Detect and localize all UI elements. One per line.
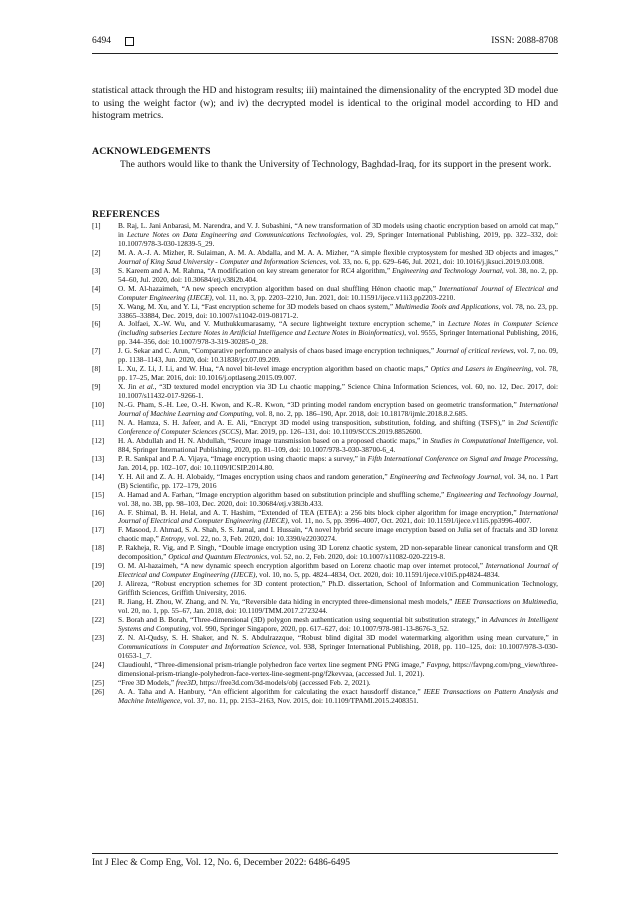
reference-item bbox=[92, 320, 558, 347]
reference-item bbox=[92, 347, 558, 365]
reference-item bbox=[92, 509, 558, 527]
reference-number: [20] bbox=[92, 579, 105, 589]
reference-text: J. Alireza, “Robust encryption schemes for 3D content protection,” Ph.D. dissertation, School of Information and Communication Technology, Griffith Sciences, Griffith University, 2016. bbox=[118, 579, 558, 598]
reference-number: [3] bbox=[92, 265, 101, 275]
reference-source: et al. bbox=[139, 382, 155, 392]
footer-journal-line: Int J Elec & Comp Eng, Vol. 12, No. 6, December 2022: 6486-6495 bbox=[92, 858, 350, 868]
reference-number: [10] bbox=[92, 400, 105, 410]
reference-source: Journal of critical reviews bbox=[435, 346, 514, 356]
reference-number: [4] bbox=[92, 283, 101, 293]
reference-details: , vol. 11, no. 3, pp. 2203–2210, Jun. 2021, doi: 10.11591/ijece.v11i3.pp2203-2210. bbox=[211, 292, 456, 302]
reference-details: , vol. 38, no. 3B, pp. 98–103, Dec. 2020, doi: 10.30684/etj.v38i3b.433. bbox=[118, 489, 558, 508]
reference-number: [12] bbox=[92, 435, 105, 445]
acknowledgements-title: ACKNOWLEDGEMENTS bbox=[92, 146, 211, 157]
footer-rule bbox=[92, 853, 558, 854]
reference-item bbox=[92, 401, 558, 419]
references-list bbox=[92, 222, 558, 705]
reference-details: , vol. 938, Springer International Publishing, 2018, pp. 110–125, doi: 10.1007/978-3-030-01653-1_7. bbox=[118, 641, 558, 660]
reference-text: N. A. Hamza, S. H. Jafeer, and A. E. Ali, “Encrypt 3D model using transposition, substitution, folding, and shifting (TSFS),” in bbox=[118, 417, 517, 427]
reference-text: O. M. Al-hazaimeh, “A new speech encryption algorithm based on dual shuffling Hénon chaotic map,” bbox=[118, 283, 439, 293]
reference-item bbox=[92, 365, 558, 383]
checkbox-square-icon bbox=[125, 37, 134, 46]
reference-source: free3D bbox=[175, 677, 197, 687]
reference-item bbox=[92, 562, 558, 580]
references-title: REFERENCES bbox=[92, 209, 160, 220]
reference-item bbox=[92, 661, 558, 679]
reference-source: Lecture Notes on Data Engineering and Communications Technologies bbox=[126, 229, 346, 239]
reference-source: Studies in Computational Intelligence bbox=[430, 435, 543, 445]
reference-number: [19] bbox=[92, 561, 105, 571]
intro-paragraph: statistical attack through the HD and histogram results; iii) maintained the dimensionality of the encrypted 3D model due to using the weight factor (w); and iv) the decrypted model is identical to the original model according to HD and histogram metrics. bbox=[92, 85, 558, 121]
reference-source: Engineering and Technology Journal bbox=[446, 489, 557, 499]
reference-text: L. Xu, Z. Li, J. Li, and W. Hua, “A novel bit-level image encryption algorithm based on chaotic maps,” bbox=[118, 364, 431, 374]
reference-text: A. Jolfaei, X.-W. Wu, and V. Muthukkumarasamy, “A secure lightweight texture encryption scheme,” in bbox=[118, 319, 448, 329]
reference-source: Entropy bbox=[160, 534, 185, 544]
reference-number: [17] bbox=[92, 525, 105, 535]
reference-details: , vol. 884, Springer International Publishing, 2020, pp. 81–109, doi: 10.1007/978-3-030-38700-6_4. bbox=[118, 435, 558, 454]
reference-item bbox=[92, 634, 558, 661]
reference-text: S. Borah and B. Borah, “Three-dimensional (3D) polygon mesh authentication using sequential bit substitution strategy,” in bbox=[118, 614, 490, 624]
reference-number: [18] bbox=[92, 543, 105, 553]
reference-text: J. G. Sekar and C. Arun, “Comparative performance analysis of chaos based image encryption techniques,” bbox=[118, 346, 436, 356]
reference-source: Engineering and Technology Journal bbox=[392, 265, 502, 275]
reference-details: , vol. 9555, Springer International Publishing, 2016, pp. 344–356, doi: 10.1007/978-3-319-30285-0_28. bbox=[118, 328, 559, 347]
reference-details: , vol. 990, Springer Singapore, 2020, pp. 617–627, doi: 10.1007/978-981-13-8676-3_52. bbox=[188, 623, 449, 633]
reference-text: Y. H. Ail and Z. A. H. Alobaidy, “Images encryption using chaos and random generation,” bbox=[118, 471, 390, 481]
reference-details: , Jan. 2014, pp. 102–107, doi: 10.1109/ICSIP.2014.80. bbox=[118, 453, 558, 472]
reference-source: Communications in Computer and Information Science bbox=[118, 641, 286, 651]
reference-details: , vol. 22, no. 3, Feb. 2020, doi: 10.3390/e22030274. bbox=[184, 534, 337, 544]
reference-item bbox=[92, 437, 558, 455]
reference-text: F. Masood, J. Ahmad, S. A. Shah, S. S. Jamal, and I. Hussain, “A novel hybrid secure image encryption based on Julia set of fractals and 3D lorenz chaotic map,” bbox=[118, 525, 558, 544]
reference-item bbox=[92, 526, 558, 544]
reference-text: P. Rakheja, R. Vig, and P. Singh, “Double image encryption using 3D Lorenz chaotic system, 2D non-separable linear canonical transform and QR decomposition,” bbox=[118, 543, 558, 562]
reference-details: , vol. 20, no. 1, pp. 55–67, Jan. 2018, doi: 10.1109/TMM.2017.2723244. bbox=[118, 597, 558, 615]
reference-text: X. Wang, M. Xu, and Y. Li, “Fast encryption scheme for 3D models based on chaos system,” bbox=[118, 301, 396, 311]
reference-text: B. Raj, L. Jani Anbarasi, M. Narendra, and V. J. Subashini, “A new transformation of 3D models using chaotic encryption based on arnold cat map,” in bbox=[118, 221, 558, 239]
reference-number: [25] bbox=[92, 677, 105, 687]
reference-details: , vol. 34, no. 1 Part (B) Scientific, pp. 172–179, 2016 bbox=[118, 471, 558, 490]
reference-details: , vol. 78, no. 23, pp. 33865–33884, Dec. 2019, doi: 10.1007/s11042-019-08171-2. bbox=[118, 301, 558, 320]
reference-source: Fifth International Conference on Signal and Image Processing bbox=[367, 453, 557, 463]
reference-details: , vol. 7, no. 09, pp. 1138–1143, Jun. 2020, doi: 10.31838/jcr.07.09.209. bbox=[118, 346, 559, 365]
reference-item bbox=[92, 267, 558, 285]
reference-details: , vol. 52, no. 2, Feb. 2020, doi: 10.1007/s11082-020-2219-8. bbox=[267, 552, 446, 562]
issn-label: ISSN: 2088-8708 bbox=[491, 36, 558, 46]
reference-number: [24] bbox=[92, 659, 105, 669]
reference-text: A. A. Taha and A. Hanbury, “An efficient algorithm for calculating the exact hausdorff distance,” bbox=[118, 686, 424, 696]
acknowledgements-text: The authors would like to thank the University of Technology, Baghdad-Iraq, for its support in the present work. bbox=[120, 159, 552, 170]
reference-details: , https://free3d.com/3d-models/obj (accessed Feb. 2, 2021). bbox=[196, 677, 371, 687]
reference-details: , vol. 37, no. 11, pp. 2153–2163, Nov. 2015, doi: 10.1109/TPAMI.2015.2408351. bbox=[180, 695, 419, 705]
reference-text: “Free 3D Models,” bbox=[118, 677, 176, 687]
reference-item bbox=[92, 491, 558, 509]
reference-number: [14] bbox=[92, 471, 105, 481]
reference-source: Multimedia Tools and Applications bbox=[395, 301, 499, 311]
reference-number: [9] bbox=[92, 382, 101, 392]
reference-source: International Journal of Electrical and Computer Engineering (IJECE) bbox=[118, 561, 558, 580]
reference-source: International Journal of Machine Learning and Computing bbox=[118, 400, 558, 419]
reference-details: , vol. 78, pp. 17–25, Mar. 2016, doi: 10.1016/j.optlaseng.2015.09.007. bbox=[118, 364, 558, 383]
reference-item bbox=[92, 473, 558, 491]
reference-text: O. M. Al-hazaimeh, “A new dynamic speech encryption algorithm based on Lorenz chaotic map over internet protocol,” bbox=[118, 561, 486, 571]
reference-item bbox=[92, 616, 558, 634]
reference-source: Optics and Lasers in Engineering bbox=[430, 364, 532, 374]
page-number: 6494 bbox=[92, 36, 111, 46]
reference-number: [7] bbox=[92, 346, 101, 356]
reference-text: Claudiouhl, “Three-dimensional prism-triangle polyhedron face vertex line segment PNG PNG image,” bbox=[118, 659, 427, 669]
reference-item bbox=[92, 580, 558, 598]
reference-number: [13] bbox=[92, 453, 105, 463]
reference-item bbox=[92, 383, 558, 401]
reference-item bbox=[92, 419, 558, 437]
reference-text: X. Jin bbox=[118, 382, 140, 392]
reference-item bbox=[92, 688, 558, 706]
reference-text: H. A. Abdullah and H. N. Abdullah, “Secure image transmission based on a proposed chaotic maps,” in bbox=[118, 435, 431, 445]
reference-details: , vol. 11, no. 5, pp. 3996–4007, Oct. 2021, doi: 10.11591/ijece.v11i5.pp3996-4007. bbox=[287, 516, 532, 526]
reference-text: P. R. Sankpal and P. A. Vijaya, “Image encryption using chaotic maps: a survey,” in bbox=[118, 453, 368, 463]
reference-text: S. Kareem and A. M. Rahma, “A modification on key stream generator for RC4 algorithm,” bbox=[118, 265, 393, 275]
reference-source: International Journal of Electrical and Computer Engineering (IJECE) bbox=[118, 507, 558, 526]
reference-text: R. Jiang, H. Zhou, W. Zhang, and N. Yu, “Reversible data hiding in encrypted three-dimensional mesh models,” bbox=[118, 597, 455, 607]
reference-item bbox=[92, 222, 558, 249]
page-header bbox=[92, 36, 558, 50]
reference-text: Z. N. Al-Qudsy, S. H. Shaker, and N. S. Abdulrazzque, “Robust blind digital 3D model watermarking algorithm using mean curvature,” in bbox=[118, 632, 558, 642]
reference-source: IEEE Transactions on Pattern Analysis and Machine Intelligence bbox=[118, 686, 558, 705]
reference-number: [15] bbox=[92, 489, 105, 499]
reference-item bbox=[92, 249, 558, 267]
reference-details: , vol. 33, no. 6, pp. 629–646, Jul. 2021, doi: 10.1016/j.jksuci.2019.03.008. bbox=[325, 256, 544, 266]
reference-source: Favpng bbox=[426, 659, 449, 669]
reference-details: , Mar. 2019, pp. 126–131, doi: 10.1109/SCCS.2019.8852600. bbox=[241, 426, 423, 436]
reference-item bbox=[92, 598, 558, 616]
reference-source: Optical and Quantum Electronics bbox=[168, 552, 268, 562]
reference-item bbox=[92, 455, 558, 473]
reference-number: [1] bbox=[92, 221, 101, 230]
reference-source: Journal of King Saud University - Computer and Information Sciences bbox=[118, 256, 326, 266]
reference-source: IEEE Transactions on Multimedia bbox=[454, 597, 557, 607]
reference-details: , vol. 8, no. 2, pp. 186–190, Apr. 2018, doi: 10.18178/ijmlc.2018.8.2.685. bbox=[252, 409, 468, 419]
reference-source: Engineering and Technology Journal bbox=[389, 471, 501, 481]
reference-number: [21] bbox=[92, 597, 105, 607]
reference-details: , vol. 38, no. 2, pp. 54–60, Jul. 2020, doi: 10.30684/etj.v38i2b.404. bbox=[118, 265, 558, 284]
reference-source: 2nd Scientific Conference of Computer Sciences (SCCS) bbox=[118, 417, 558, 436]
reference-number: [5] bbox=[92, 301, 101, 311]
reference-number: [23] bbox=[92, 632, 105, 642]
reference-number: [22] bbox=[92, 614, 105, 624]
reference-item bbox=[92, 303, 558, 321]
reference-number: [8] bbox=[92, 364, 101, 374]
reference-item bbox=[92, 285, 558, 303]
reference-item bbox=[92, 544, 558, 562]
reference-details: , vol. 29, Springer International Publishing, 2019, pp. 322–332, doi: 10.1007/978-3-030-12839-5_29. bbox=[118, 229, 558, 248]
reference-details: , vol. 10, no. 5, pp. 4824–4834, Oct. 2020, doi: 10.11591/ijece.v10i5.pp4824-4834. bbox=[255, 570, 500, 580]
reference-source: Lecture Notes in Computer Science (including subseries Lecture Notes in Artificial Intelligence and Lecture Notes in Bioinformatics) bbox=[118, 319, 558, 338]
reference-number: [2] bbox=[92, 247, 101, 257]
header-rule bbox=[92, 53, 558, 54]
reference-number: [16] bbox=[92, 507, 105, 517]
reference-source: Advances in Intelligent Systems and Computing bbox=[118, 614, 558, 633]
reference-text: A. F. Shimal, B. H. Helal, and A. T. Hashim, “Extended of TEA (ETEA): a 256 bits block cipher algorithm for image encryption,” bbox=[118, 507, 520, 517]
reference-number: [11] bbox=[92, 417, 104, 427]
reference-text: M. A. A.-J. A. Mizher, R. Sulaiman, A. M. A. Abdalla, and M. A. A. Mizher, “A simple flexible cryptosystem for meshed 3D objects and images,” bbox=[118, 247, 558, 257]
reference-details: , https://favpng.com/png_view/three-dimensional-prism-triangle-polyhedron-face-vertex-line-segment-png/f2kevvaa, (accessed Jul. 1, 2021). bbox=[118, 659, 558, 678]
reference-details: , “3D textured model encryption via 3D Lu chaotic mapping,” Science China Information Sciences, vol. 60, no. 12, Dec. 2017, doi: 10.1007/s11432-017-9266-1. bbox=[118, 382, 559, 401]
reference-text: N.-G. Pham, S.-H. Lee, O.-H. Kwon, and K.-R. Kwon, “3D printing model random encryption based on geometric transformation,” bbox=[118, 400, 520, 410]
reference-number: [26] bbox=[92, 686, 105, 696]
reference-number: [6] bbox=[92, 319, 101, 329]
reference-source: International Journal of Electrical and Computer Engineering (IJECE) bbox=[118, 283, 558, 302]
reference-text: A. Hamad and A. Farhan, “Image encryption algorithm based on substitution principle and shuffling scheme,” bbox=[118, 489, 447, 499]
